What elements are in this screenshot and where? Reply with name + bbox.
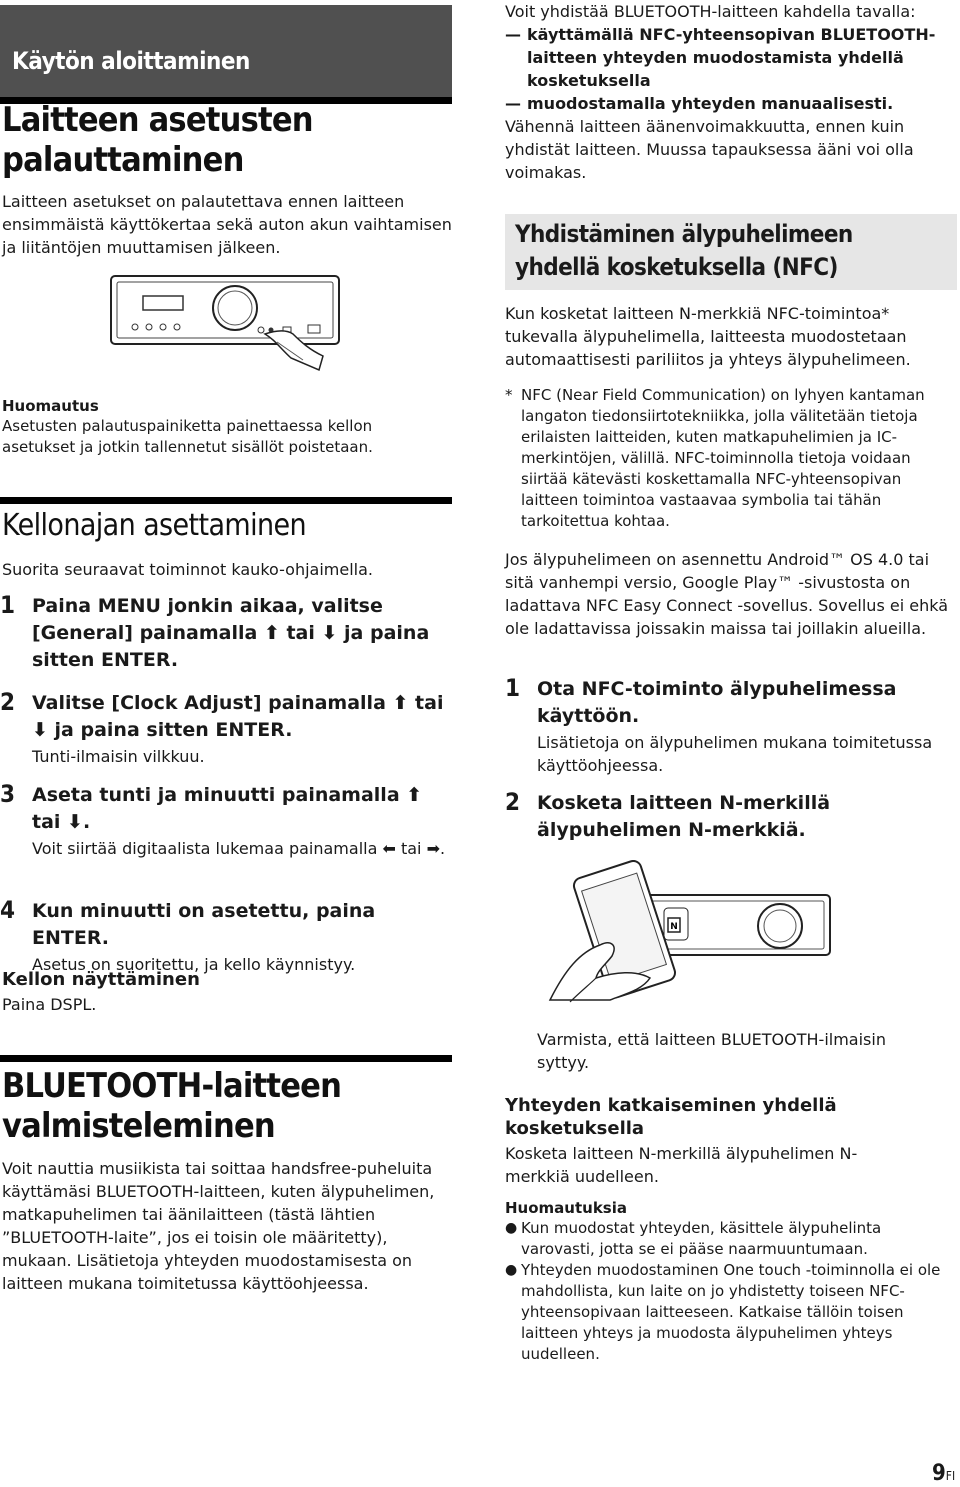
step-number: 2 [505, 788, 521, 816]
nfc-heading-line2: yhdellä kosketuksella (NFC) [515, 253, 838, 281]
bt-method-list [505, 23, 957, 115]
volume-note: Vähennä laitteen äänenvoimakkuutta, ennen kuin yhdistät laitteen. Muussa tapauksessa ääni voi olla voimakas. [505, 117, 914, 182]
nfc-heading [515, 218, 945, 284]
step-number: 3 [0, 780, 16, 808]
nfc-touch-illustration [540, 860, 840, 1010]
nfc-step [505, 790, 957, 844]
bt-heading [2, 1066, 452, 1146]
list-item-text: Kun muodostat yhteyden, käsittele älypuhelinta varovasti, jotta se ei pääse naarmuuntumaan. [521, 1219, 882, 1258]
clock-step [0, 593, 452, 674]
page-number-value: 9 [932, 1461, 946, 1486]
notes-heading: Huomautuksia [505, 1199, 627, 1217]
reset-heading-line1: Laitteen asetusten [2, 100, 313, 140]
list-item [505, 1260, 957, 1365]
reset-heading [2, 100, 452, 180]
step-number: 1 [505, 674, 521, 702]
clock-step [0, 690, 452, 768]
disconnect-heading: Yhteyden katkaiseminen yhdellä kosketuksella [505, 1095, 837, 1139]
nfc-heading-box [505, 214, 957, 290]
section-rule [0, 1055, 452, 1062]
step-title: Paina MENU jonkin aikaa, valitse [General] painamalla ⬆ tai ⬇ ja paina sitten ENTER. [32, 595, 430, 671]
step-title: Kun minuutti on asetettu, paina ENTER. [32, 900, 376, 949]
list-item [505, 92, 957, 115]
reset-body: Laitteen asetukset on palautettava ennen laitteen ensimmäistä käyttökertaa sekä auton akun vaihtamisen ja liitäntöjen muuttamisen jälkeen. [2, 192, 452, 257]
list-item-text: käyttämällä NFC-yhteensopivan BLUETOOTH-laitteen yhteyden muodostamista yhdellä kosketuksella [527, 25, 936, 90]
clock-step [0, 782, 452, 860]
step-title: Kosketa laitteen N-merkillä älypuhelimen N-merkkiä. [537, 792, 831, 841]
step-detail: Tunti-ilmaisin vilkkuu. [32, 747, 205, 766]
bullet-icon: ● [505, 1220, 518, 1236]
head-unit-illustration [105, 270, 345, 380]
section-banner-title: Käytön aloittaminen [12, 47, 250, 75]
android-note: Jos älypuhelimeen on asennettu Android™ OS 4.0 tai sitä vanhempi versio, Google Play™ -sivustosta on ladattava NFC Easy Connect -sovellus. Sovellus ei ehkä ole ladattavissa joissakin maissa tai joillakin alueilla. [505, 550, 949, 638]
nfc-body: Kun kosketat laitteen N-merkkiä NFC-toimintoa* tukevalla älypuhelimella, laitteesta muodostetaan automaattisesti pariliitos ja yhteys älypuhelimeen. [505, 304, 911, 369]
nfc-step [505, 676, 957, 777]
footnote [505, 385, 957, 532]
notes-list [505, 1218, 957, 1365]
footnote-mark: * [505, 386, 513, 404]
step-detail: Lisätietoja on älypuhelimen mukana toimitetussa käyttöohjeessa. [537, 733, 933, 775]
bt-heading-line1: BLUETOOTH-laitteen [2, 1066, 342, 1106]
clock-display-heading: Kellon näyttäminen [2, 969, 200, 990]
bt-body: Voit nauttia musiikista tai soittaa handsfree-puheluita käyttämäsi BLUETOOTH-laitteen, kuten älypuhelimen, matkapuhelimen tai äänilaitteen (tästä lähtien ”BLUETOOTH-laite”, jos ei toisin ole määritetty), mukaan. Lisätietoja yhteyden muodostamisesta on laitteen mukana toimitetussa käyttöohjeessa. [2, 1159, 435, 1293]
clock-step [0, 898, 452, 976]
reset-note-heading: Huomautus [2, 397, 99, 415]
svg-text:N: N [670, 922, 678, 932]
step-title: Valitse [Clock Adjust] painamalla ⬆ tai ⬇ ja paina sitten ENTER. [32, 692, 444, 741]
step-title: Ota NFC-toiminto älypuhelimessa käyttöön. [537, 678, 897, 727]
led-confirm: Varmista, että laitteen BLUETOOTH-ilmaisin syttyy. [537, 1030, 886, 1072]
page-language: FI [945, 1469, 956, 1483]
dash-marker: — [505, 94, 521, 113]
reset-note-body: Asetusten palautuspainiketta painettaessa kellon asetukset ja jotkin tallennetut sisällöt poistetaan. [2, 417, 373, 456]
list-item [505, 1218, 957, 1260]
reset-heading-line2: palauttaminen [2, 140, 244, 180]
step-detail: Voit siirtää digitaalista lukemaa painamalla ⬅ tai ➡. [32, 839, 446, 858]
page-number [932, 1461, 955, 1486]
step-number: 4 [0, 896, 16, 924]
step-detail: Asetus on suoritettu, ja kello käynnistyy. [32, 955, 356, 974]
nfc-heading-line1: Yhdistäminen älypuhelimeen [515, 220, 853, 248]
section-rule [0, 497, 452, 504]
clock-intro: Suorita seuraavat toiminnot kauko-ohjaimella. [2, 560, 373, 579]
bullet-icon: ● [505, 1262, 518, 1278]
clock-heading: Kellonajan asettaminen [2, 508, 307, 543]
step-title: Aseta tunti ja minuutti painamalla ⬆ tai ⬇. [32, 784, 423, 833]
bt-intro: Voit yhdistää BLUETOOTH-laitteen kahdella tavalla: [505, 2, 916, 21]
list-item [505, 23, 957, 92]
bt-heading-line2: valmisteleminen [2, 1106, 275, 1146]
list-item-text: Yhteyden muodostaminen One touch -toiminnolla ei ole mahdollista, kun laite on jo yhdistetty toiseen NFC-yhteensopivaan laitteeseen. Katkaise tällöin toisen laitteen yhteys ja muodosta älypuhelimen yhteys uudelleen. [521, 1261, 941, 1363]
step-number: 1 [0, 591, 16, 619]
footnote-text: NFC (Near Field Communication) on lyhyen kantaman langaton tiedonsiirtotekniikka, jolla välitetään tietoja erilaisten laitteiden, kuten matkapuhelimien ja IC-merkintöjen, välillä. NFC-toiminnolla tietoja voidaan siirtää kätevästi koskettamalla NFC-yhteensopivan laitteen toimintoa vastaavaa symbolia tai tähän tarkoitettua kohtaa. [521, 386, 925, 530]
disconnect-body: Kosketa laitteen N-merkillä älypuhelimen N-merkkiä uudelleen. [505, 1144, 858, 1186]
list-item-text: muodostamalla yhteyden manuaalisesti. [527, 94, 894, 113]
dash-marker: — [505, 25, 521, 44]
step-number: 2 [0, 688, 16, 716]
clock-display-body: Paina DSPL. [2, 995, 97, 1014]
section-banner [0, 5, 452, 104]
